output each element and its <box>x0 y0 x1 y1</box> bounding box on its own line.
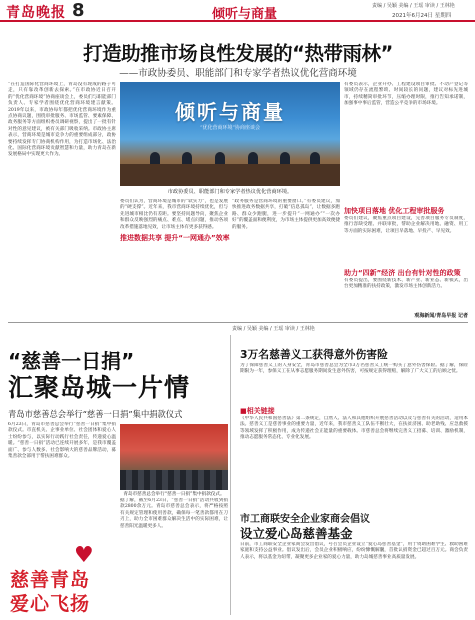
fund-headline-pre: 市工商联安全企业家商会倡议 <box>240 514 370 525</box>
fund-headline: 设立爱心岛慈善基金 <box>240 526 353 541</box>
charity-logo-line2: 爱心飞扬 <box>10 593 91 615</box>
top-col-mid: 委员们认为，营商环境是城市的“软实力”，也是发展的“硬支撑”。近年来，我市营商环境持续优化，但与先进城市相比仍有差距。要坚持问题导向，聚焦企业和群众反映强烈的痛点、难点、堵点问题，推动各项改革措施落地见效，让市场主体有更多获得感。 <box>120 199 228 230</box>
subheading-project-approval: 加快项目落地 优化工程审批服务 <box>344 207 445 215</box>
charity-subhead: 青岛市慈善总会举行“慈善一日捐”集中捐款仪式 <box>8 409 183 419</box>
fund-body: 日前，市工商联安全企业家商会发出倡议，号召会员企业设立“爱心岛慈善基金”，用于资助困难学生、救助困难家庭和支持公益事业。倡议发出后，会员企业积极响应，纷纷慷慨解囊，首批认捐资金已超过百万元。商会负责人表示，将以基金为纽带，凝聚更多企业家的爱心力量，助力岛城慈善事业高质量发展。 <box>240 542 468 560</box>
charity-col1: 6月23日，青岛市慈善总会举行“慈善一日捐”集中捐款仪式。市直机关、企事业单位、社会团体和爱心人士纷纷参与，以实际行动践行社会责任，传递爱心温暖。“慈善一日捐”活动已连续开展多年，是我市覆盖面广、参与人数多、社会影响大的慈善品牌活动，募集善款全部用于帮扶困难群众。 <box>8 422 116 460</box>
column-divider <box>230 335 231 615</box>
newspaper-logo: 青岛晚报 <box>6 5 66 21</box>
subheading-data-sharing: 推进数据共享 提升“一网通办”效率 <box>120 234 230 242</box>
heart-icon: ♥ <box>74 543 94 568</box>
meeting-photo <box>120 82 340 186</box>
top-col-mid2: “政务服务是营商环境的重要窗口。”有委员建议，加快推进政务数据共享，打破“信息孤岛”，让数据多跑路、群众少跑腿，进一步提升“一网通办”“一次办好”的覆盖面和便利度，为市场主体提供更加高效便捷的服务。 <box>232 199 340 230</box>
photo-banner-title: 倾听与商量 <box>175 100 285 124</box>
editors-credit: 责编 / 吴颖 美编 / 王瑶 审读 / 王林艳 <box>372 3 455 9</box>
top-col-right2: 委员们建议，聚焦重点项目建设，完善项目服务专员制度，推行容缺受理、并联审批，帮助企业解决用地、融资、用工等方面的实际困难，让项目早落地、早投产、早见效。 <box>344 216 468 234</box>
masthead <box>0 0 475 22</box>
charity-logo <box>8 545 116 613</box>
top-col-right3: 有委员提出，要围绕新技术、新产业、新业态、新模式，出台更加精准的扶持政策，激发市场主体创新活力。 <box>344 278 468 290</box>
insurance-body: 为了保障慈善义工的人身安全，青岛市慈善总会为全市3万名慈善义工统一购买了意外伤害保险。据了解，保险期限为一年，参保义工在从事志愿服务期间发生意外伤害，可按规定获得理赔，解除了广大义工的后顾之忧。 <box>240 363 468 375</box>
insurance-headline: 3万名慈善义工获得意外伤害险 <box>240 348 388 361</box>
subheading-four-new: 助力“四新”经济 出台有针对性的政策 <box>344 269 461 277</box>
charity-col2: 据了解，截至6月23日，“慈善一日捐”活动共收到捐款2800余万元。青岛市慈善总会表示，将严格按照有关规定管理和使用善款，确保每一笔善款都用在刀刃上，助力全市困难群众解决生活中的实际困难，让慈善阳光温暖更多人。 <box>120 498 228 529</box>
top-subhead: ——市政协委员、职能部门和专家学者热议优化营商环境 <box>119 68 357 79</box>
photo-caption: 市政协委员、职能部门和专家学者热议优化营商环境。 <box>167 189 293 195</box>
top-headline: 打造助推市场良性发展的“热带雨林” <box>83 42 393 65</box>
section-divider <box>8 322 468 323</box>
page-number: 8 <box>72 0 85 21</box>
byline: 观海新闻/青岛早报 记者 <box>414 313 468 319</box>
photo-table <box>120 164 340 186</box>
charity-logo-line1: 慈善青岛 <box>10 569 91 591</box>
donation-photo-caption: 青岛市慈善总会举行“慈善一日捐”集中捐款仪式。 <box>123 492 225 497</box>
charity-headline-line2: 汇聚岛城一片情 <box>8 373 191 402</box>
top-col-left: “在打造国际化营商环境上，青岛没有现成的路子可走，只有靠改革创新去探索。”在市政协近日召开的“优化营商环境”协商座谈会上，委员们与职能部门负责人、专家学者围绕优化营商环境建言献策。2019年以来，市政协每年都把优化营商环境作为重点协商议题，围绕审批服务、市场监管、要素保障、政务服务等方面组织委员调研视察，提出了一批有针对性的意见建议，被有关部门吸收采纳。市政协主席表示，营商环境是城市竞争力的重要组成部分，政协要持续发挥专门协商机构作用，为打造市场化、法治化、国际化营商环境贡献智慧和力量，助力青岛在新发展格局中实现更大作为。 <box>8 82 116 158</box>
photo-crowd <box>120 470 228 490</box>
charity-headline-line1: “慈善一日捐” <box>8 349 135 373</box>
related-link-heading: ■相关链接 <box>240 407 275 415</box>
section-title: 倾听与商量 <box>212 7 278 22</box>
related-link-body: 《中华人民共和国慈善法》第二条规定，自然人、法人和其他组织开展慈善活动以及与慈善有关的活动，适用本法。慈善义工是慈善事业的重要力量，近年来，我市慈善义工队伍不断壮大，在扶贫济困、助老助残、应急救援等领域发挥了积极作用，成为传递社会正能量的重要载体。市慈善总会将继续完善义工招募、培训、激励机制，推动志愿服务常态化、专业化发展。 <box>240 416 468 441</box>
photo-banner-sub: “优化营商环境”协商座谈会 <box>199 125 261 131</box>
donation-photo <box>120 424 228 490</box>
issue-date: 2021年6月24日 星期四 <box>392 13 452 19</box>
top-col-right: 有委员表示，企业开办、工程建设项目审批、不动产登记等领域仍存在流程繁琐、时间较长的问题，建议对标先进城市，持续精简审批环节，压缩办理时限，推行告知承诺制，加强事中事后监管，营造公平竞争的市场环境。 <box>344 82 468 107</box>
bottom-editors-credit: 责编 / 吴颖 美编 / 王瑶 审读 / 王林艳 <box>232 326 315 332</box>
